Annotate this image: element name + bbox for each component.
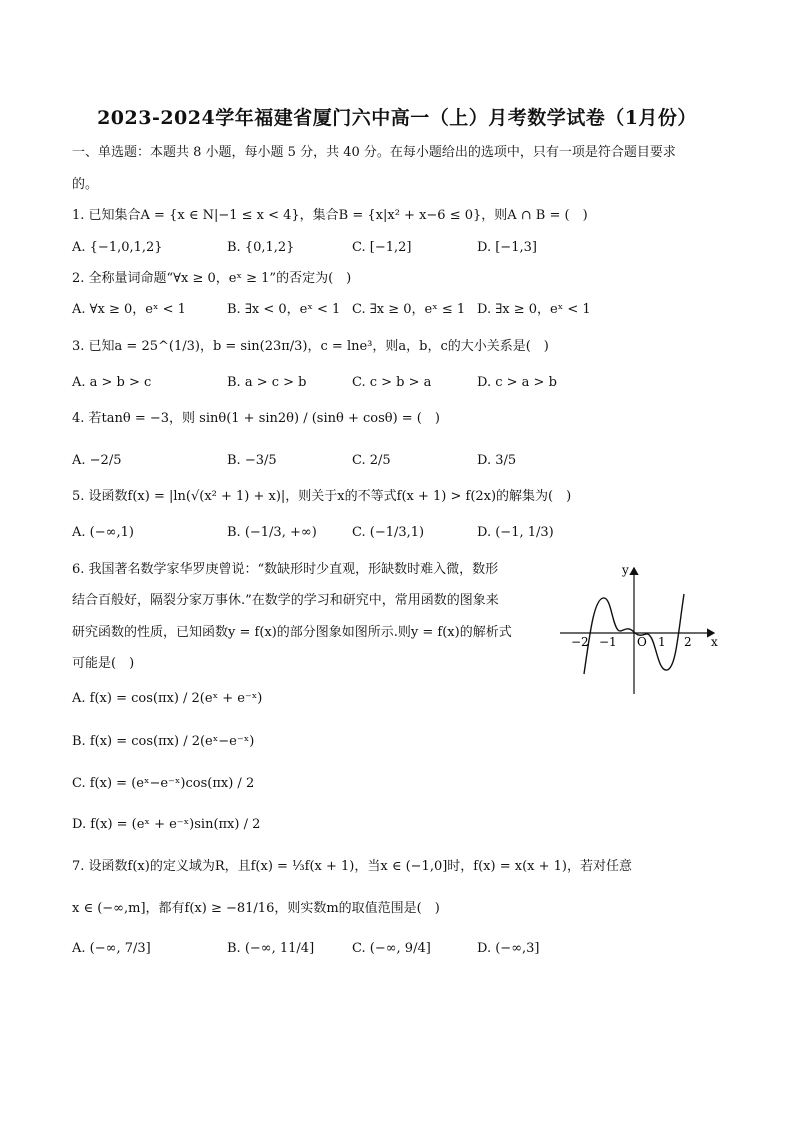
question-2-stem: 2. 全称量词命题“∀x ≥ 0，eˣ ≥ 1”的否定为( ) <box>72 271 352 286</box>
question-7-option-c: C. (−∞, 9/4] <box>352 941 431 956</box>
question-6-option-d: D. f(x) = (eˣ + e⁻ˣ)sin(πx) / 2 <box>72 817 261 832</box>
tick-label-2: 2 <box>684 635 692 649</box>
question-4-option-a: A. −2/5 <box>72 453 122 468</box>
section-heading-line-1: 一、单选题：本题共 8 小题，每小题 5 分，共 40 分。在每小题给出的选项中，只有一项是符合题目要求 <box>72 145 676 160</box>
question-6-option-b: B. f(x) = cos(πx) / 2(eˣ−e⁻ˣ) <box>72 734 255 749</box>
question-1-option-b: B. {0,1,2} <box>227 240 295 255</box>
origin-label: O <box>637 635 647 649</box>
question-4-option-c: C. 2/5 <box>352 453 391 468</box>
y-axis-label: y <box>622 563 629 577</box>
question-3-option-c: C. c > b > a <box>352 375 432 390</box>
section-heading-line-2: 的。 <box>72 177 99 192</box>
question-1-option-a: A. {−1,0,1,2} <box>72 240 163 255</box>
tick-label-neg2: −2 <box>571 635 589 649</box>
question-6-stem-line-3: 研究函数的性质，已知函数y = f(x)的部分图象如图所示.则y = f(x)的解析式 <box>72 625 512 640</box>
question-6-option-a: A. f(x) = cos(πx) / 2(eˣ + e⁻ˣ) <box>72 691 263 706</box>
question-2-option-c: C. ∃x ≥ 0，eˣ ≤ 1 <box>352 302 466 317</box>
question-4-option-b: B. −3/5 <box>227 453 277 468</box>
question-7-option-a: A. (−∞, 7/3] <box>72 941 151 956</box>
question-6-option-c: C. f(x) = (eˣ−e⁻ˣ)cos(πx) / 2 <box>72 776 255 791</box>
question-6-stem-line-2: 结合百般好，隔裂分家万事休.”在数学的学习和研究中，常用函数的图象来 <box>72 593 499 608</box>
question-3-option-d: D. c > a > b <box>477 375 557 390</box>
question-5-stem: 5. 设函数f(x) = |ln(√(x² + 1) + x)|，则关于x的不等式f(x + 1) > f(2x)的解集为( ) <box>72 489 572 504</box>
question-7-stem-line-2: x ∈ (−∞,m]，都有f(x) ≥ −81/16，则实数m的取值范围是( ) <box>72 901 440 916</box>
question-1-option-d: D. [−1,3] <box>477 240 537 255</box>
question-2-option-b: B. ∃x < 0，eˣ < 1 <box>227 302 341 317</box>
question-6-stem-line-4: 可能是( ) <box>72 656 135 671</box>
question-6-stem-line-1: 6. 我国著名数学家华罗庚曾说：“数缺形时少直观，形缺数时难入微，数形 <box>72 562 499 577</box>
question-2-option-a: A. ∀x ≥ 0，eˣ < 1 <box>72 302 186 317</box>
question-5-option-c: C. (−1/3,1) <box>352 525 425 540</box>
question-3-option-b: B. a > c > b <box>227 375 307 390</box>
function-graph <box>556 562 722 696</box>
question-7-option-b: B. (−∞, 11/4] <box>227 941 315 956</box>
question-3-option-a: A. a > b > c <box>72 375 152 390</box>
question-1-option-c: C. [−1,2] <box>352 240 412 255</box>
tick-label-neg1: −1 <box>599 635 617 649</box>
question-5-option-d: D. (−1, 1/3) <box>477 525 554 540</box>
question-7-stem-line-1: 7. 设函数f(x)的定义域为R，且f(x) = ⅓f(x + 1)，当x ∈ (−1,0]时，f(x) = x(x + 1)，若对任意 <box>72 859 632 874</box>
tick-label-1: 1 <box>658 635 666 649</box>
question-2-option-d: D. ∃x ≥ 0，eˣ < 1 <box>477 302 591 317</box>
question-3-stem: 3. 已知a = 25^(1/3)，b = sin(23π/3)，c = lne³，则a，b，c的大小关系是( ) <box>72 339 549 354</box>
question-4-stem: 4. 若tanθ = −3，则 sinθ(1 + sin2θ) / (sinθ + cosθ) = ( ) <box>72 411 440 426</box>
question-5-option-b: B. (−1/3, +∞) <box>227 525 317 540</box>
question-4-option-d: D. 3/5 <box>477 453 517 468</box>
question-5-option-a: A. (−∞,1) <box>72 525 134 540</box>
question-1-stem: 1. 已知集合A = {x ∈ N|−1 ≤ x < 4}，集合B = {x|x² + x−6 ≤ 0}，则A ∩ B = ( ) <box>72 208 588 223</box>
page-title: 2023-2024学年福建省厦门六中高一（上）月考数学试卷（1月份） <box>97 107 697 129</box>
x-axis-label: x <box>711 635 718 649</box>
question-7-option-d: D. (−∞,3] <box>477 941 540 956</box>
